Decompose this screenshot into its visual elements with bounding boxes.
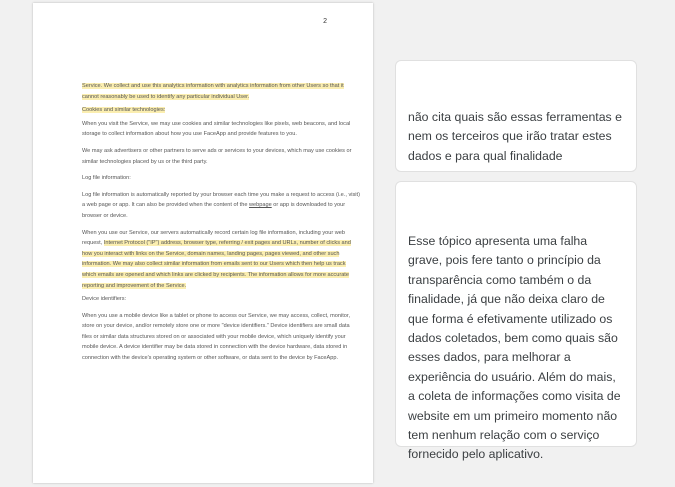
paragraph-advertisers: We may ask advertisers or other partners to serve ads or services to your devices, which may use cookies or similar technologies placed by us or the third party. bbox=[82, 147, 352, 165]
paragraph-log-file bbox=[82, 190, 360, 222]
paragraph-analytics bbox=[82, 81, 360, 102]
highlighted-heading[interactable]: Cookies and similar technologies: bbox=[82, 107, 166, 114]
heading-cookies bbox=[82, 105, 360, 116]
document-body bbox=[82, 81, 360, 370]
comment-text: não cita quais são essas ferramentas e nem os terceiros que irão tratar estes dados e para qual finalidade bbox=[408, 110, 622, 163]
paragraph-server-logs bbox=[82, 228, 360, 292]
comment-text: Esse tópico apresenta uma falha grave, pois fere tanto o princípio da transparência como também o da finalidade, já que não deixa claro de que forma é efetivamente utilizado os dados coletados, bem como quais são esses dados, para melhorar a experiência do usuário. Além do mais, a coleta de informações como visita de website em um primeiro momento não tem nenhum relação com o serviço fornecido pelo aplicativo. bbox=[408, 234, 621, 462]
paragraph-text: Log file information is automatically reported by your browser each time you make a request to access (i.e., visit) a web page or app. It can also be provided when the content of the bbox=[82, 191, 360, 209]
page-number: 2 bbox=[323, 18, 327, 25]
paragraph-cookies: When you visit the Service, we may use cookies and similar technologies like pixels, web beacons, and local storage to collect information about how you use FaceApp and provide features to you. bbox=[82, 120, 351, 138]
heading-device-identifiers: Device identifiers: bbox=[82, 296, 127, 303]
heading-log-file: Log file information: bbox=[82, 175, 131, 182]
comment-card[interactable] bbox=[395, 181, 637, 462]
paragraph-device-identifiers: When you use a mobile device like a tablet or phone to access our Service, we may access, collect, monitor, store on your device, and/or remotely store one or more "device identifiers." Device identifiers are small data files or similar data structures stored on or associated with your mobile device, which uniquely identify your mobile device. A device identifier may be data stored in connection with the device hardware, data stored in connection with the device's operating system or other software, or data sent to the device by FaceApp. bbox=[82, 312, 351, 362]
document-page bbox=[33, 3, 373, 483]
highlighted-text[interactable]: Service. We collect and use this analytics information with analytics information from other Users so that it cannot reasonably be used to identify any particular individual User. bbox=[82, 83, 344, 100]
paragraph-text: When you use our Service, our servers automatically record certain log file information, including your web request, bbox=[82, 229, 346, 247]
paragraph-text: or app is downloaded to your browser or device. bbox=[82, 202, 346, 219]
comment-card[interactable] bbox=[395, 60, 637, 172]
highlighted-text[interactable]: Internet Protocol ("IP") address, browser type, referring / exit pages and URLs, number of clicks and how you interact with links on the Service, domain names, landing pages, pages viewed, and other such information. We may also collect similar information from emails sent to our Users which then help us track which emails are opened and which links are clicked by recipients. The information allows for more accurate reporting and improvement of the Service. bbox=[82, 240, 351, 289]
webpage-link[interactable]: webpage bbox=[249, 202, 272, 209]
